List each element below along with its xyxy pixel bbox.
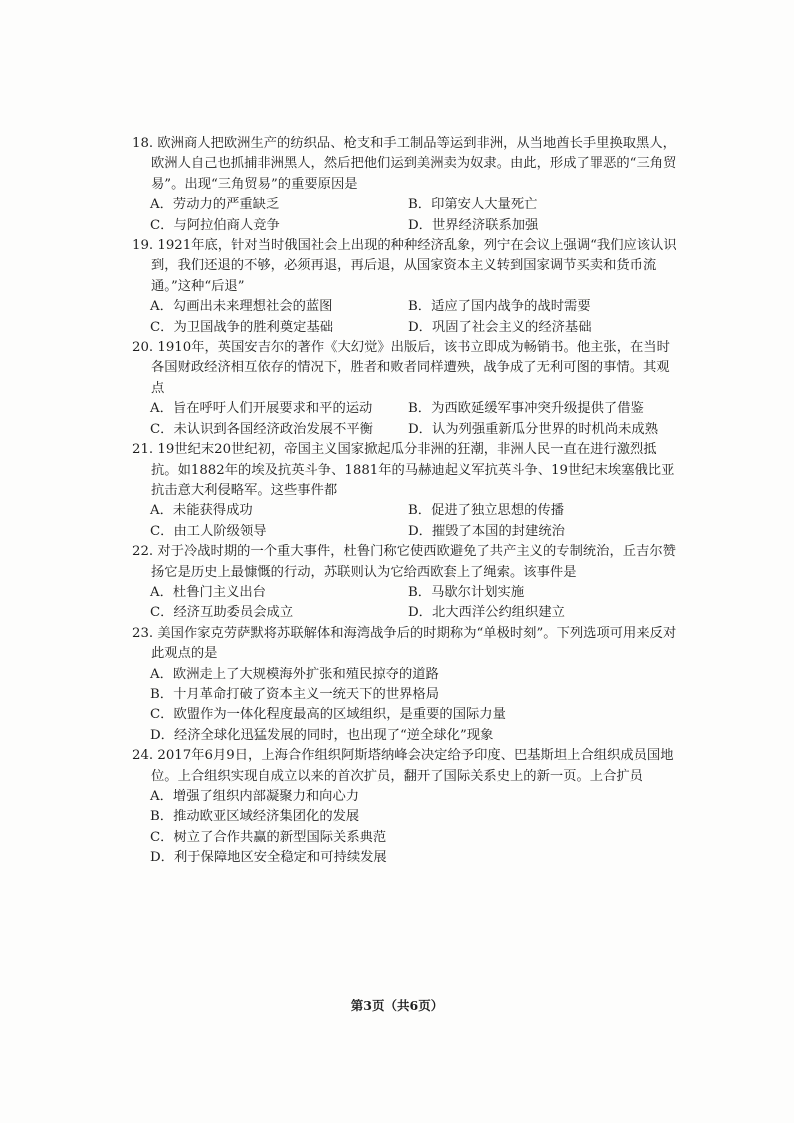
question-stem: 19. 1921年底，针对当时俄国社会上出现的种种经济乱象，列宁在会议上强调“我们应该认识到，我们还退的不够，必须再退，再后退，从国家资本主义转到国家调节买卖和货币流通。”这种“后退”: [132, 238, 677, 294]
option-d: D．经济全球化迅猛发展的同时，也出现了“逆全球化”现象: [150, 727, 494, 743]
option-a: A．欧洲走上了大规模海外扩张和殖民掠夺的道路: [150, 666, 439, 682]
question-stem: 20. 1910年，英国安吉尔的著作《大幻觉》出版后，该书立即成为畅销书。他主张，在当时各国财政经济相互依存的情况下，胜者和败者同样遭殃，战争成了无利可图的事情。其观点: [132, 340, 670, 396]
page-number: 第3页（共6页）: [350, 998, 444, 1013]
option-group: [132, 501, 678, 542]
question-stem: 18. 欧洲商人把欧洲生产的纺织品、枪支和手工制品等运到非洲，从当地酋长手里换取黑人，欧洲人自己也抓捕非洲黑人，然后把他们运到美洲卖为奴隶。由此，形成了罪恶的“三角贸易”。出现“三角贸易”的重要原因是: [132, 136, 677, 192]
option-b: B．适应了国内战争的战时需要: [408, 299, 591, 315]
question-stem: 23. 美国作家克劳萨默将苏联解体和海湾战争后的时期称为“单极时刻”。下列选项可用来反对此观点的是: [132, 625, 677, 662]
option-b: B．为西欧延缓军事冲突升级提供了借鉴: [408, 401, 644, 417]
option-a: A．勾画出未来理想社会的蓝图: [150, 299, 333, 315]
question-18: [132, 134, 678, 236]
option-d: D．认为列强重新瓜分世界的时机尚未成熟: [408, 421, 659, 437]
option-a: A．旨在呼吁人们开展要求和平的运动: [150, 401, 373, 417]
option-group: [132, 583, 678, 624]
option-b: B．推动欧亚区域经济集团化的发展: [150, 809, 360, 825]
option-c: C．为卫国战争的胜利奠定基础: [150, 319, 334, 335]
option-a: A．未能获得成功: [150, 503, 253, 519]
question-22: [132, 542, 678, 624]
option-group: [132, 787, 678, 869]
question-24: [132, 746, 678, 868]
option-c: C．经济互助委员会成立: [150, 605, 294, 621]
option-group: [132, 297, 678, 338]
option-d: D．北大西洋公约组织建立: [408, 605, 565, 621]
question-stem: 24. 2017年6月9日，上海合作组织阿斯塔纳峰会决定给予印度、巴基斯坦上合组织成员国地位。上合组织实现自成立以来的首次扩员，翻开了国际关系史上的新一页。上合扩员: [132, 748, 674, 784]
option-a: A．增强了组织内部凝聚力和向心力: [150, 789, 360, 804]
option-c: C．与阿拉伯商人竞争: [150, 217, 280, 233]
option-a: A．杜鲁门主义出台: [150, 584, 266, 600]
option-b: B．十月革命打破了资本主义一统天下的世界格局: [150, 686, 440, 702]
option-b: B．促进了独立思想的传播: [408, 503, 565, 519]
option-d: D．巩固了社会主义的经济基础: [408, 319, 592, 335]
option-b: B．马歇尔计划实施: [408, 584, 525, 600]
option-group: [132, 399, 678, 440]
question-20: [132, 338, 678, 440]
question-stem: 21. 19世纪末20世纪初，帝国主义国家掀起瓜分非洲的狂潮，非洲人民一直在进行激烈抵抗。如1882年的埃及抗英斗争、1881年的马赫迪起义军抗英斗争、19世纪末埃塞俄比亚抗击意大利侵略军。这些事件都: [132, 442, 675, 498]
option-d: D．世界经济联系加强: [408, 217, 539, 233]
option-c: C．欧盟作为一体化程度最高的区域组织，是重要的国际力量: [150, 707, 506, 723]
question-23: [132, 624, 678, 746]
question-list: [132, 134, 678, 869]
option-group: [132, 665, 678, 747]
option-d: D．摧毁了本国的封建统治: [408, 523, 565, 539]
question-19: [132, 236, 678, 338]
option-b: B．印第安人大量死亡: [408, 197, 538, 213]
question-21: [132, 440, 678, 542]
option-a: A．劳动力的严重缺乏: [150, 197, 280, 213]
option-c: C．未认识到各国经济政治发展不平衡: [150, 421, 373, 437]
option-c: C．由工人阶级领导: [150, 523, 267, 539]
question-stem: 22. 对于冷战时期的一个重大事件，杜鲁门称它使西欧避免了共产主义的专制统治，丘吉尔赞扬它是历史上最慷慨的行动，苏联则认为它给西欧套上了绳索。该事件是: [132, 544, 676, 580]
option-group: [132, 195, 678, 236]
option-d: D．利于保障地区安全稳定和可持续发展: [150, 850, 387, 866]
option-c: C．树立了合作共赢的新型国际关系典范: [150, 829, 387, 845]
